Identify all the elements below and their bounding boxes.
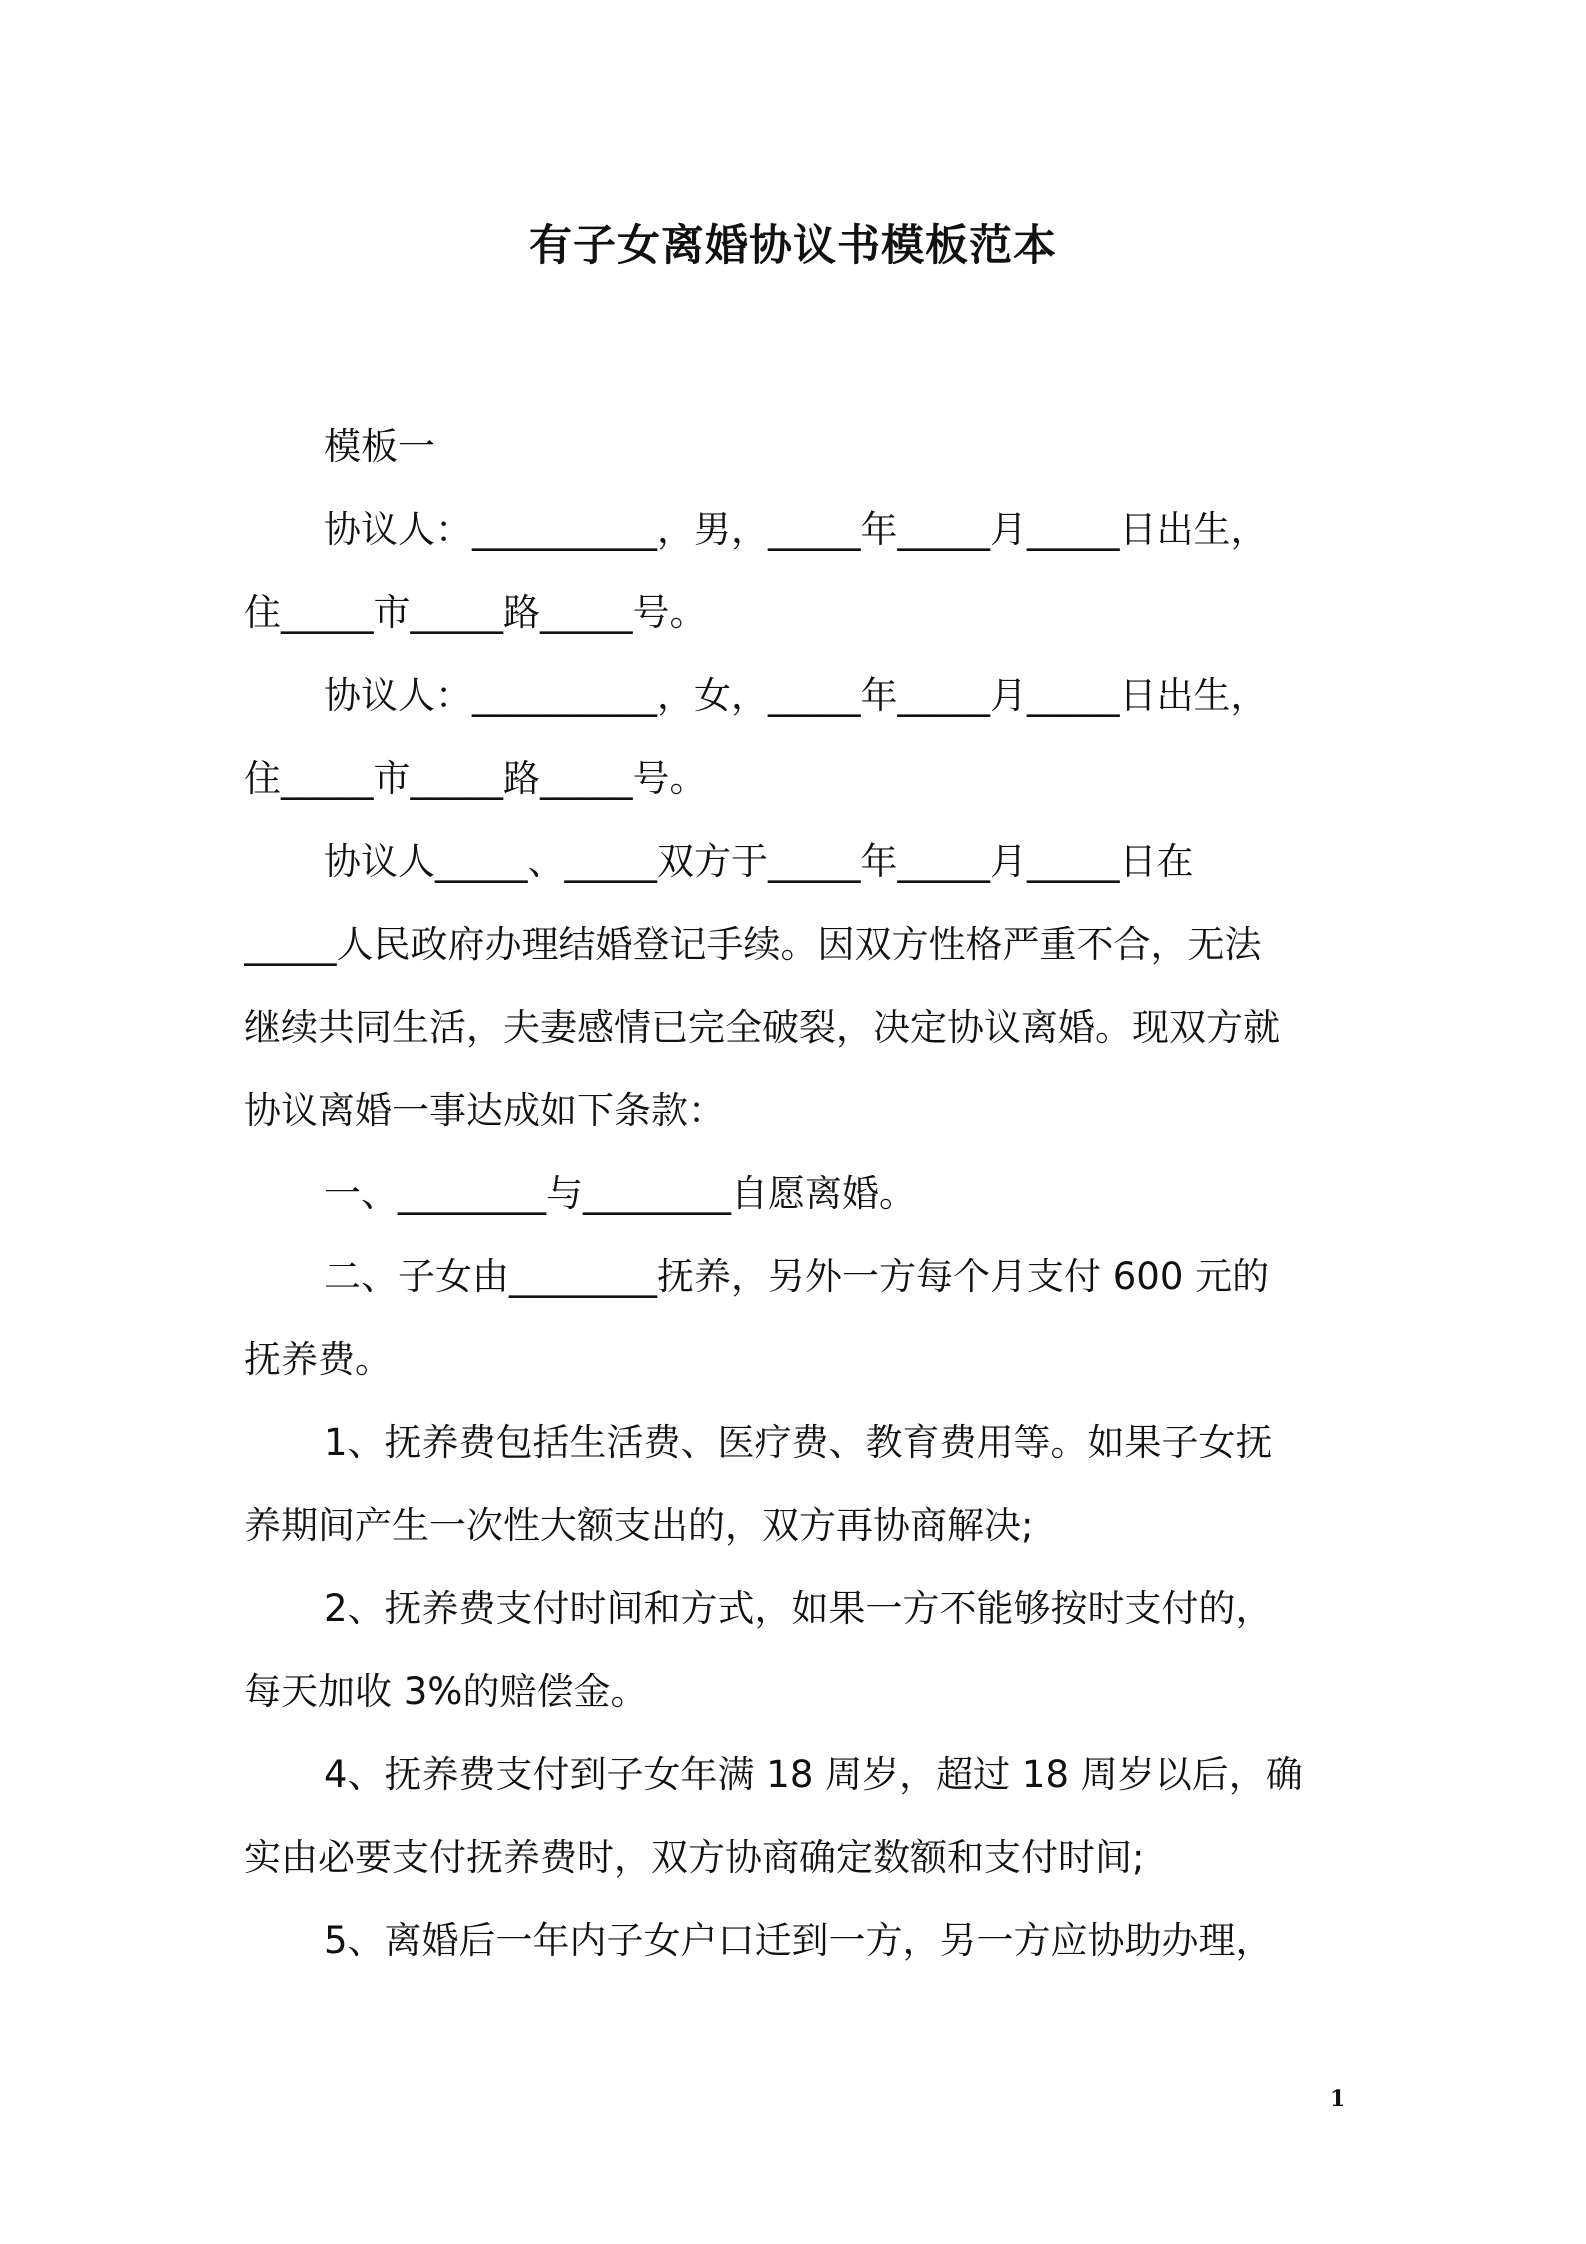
paragraph-subclause-2 — [244, 1567, 1354, 1733]
text-line: 抚养费。 — [244, 1338, 392, 1381]
paragraph-subclause-5 — [244, 1899, 1354, 1982]
text-line: 5、离婚后一年内子女户口迁到一方，另一方应协助办理， — [324, 1919, 1273, 1962]
document-body — [244, 405, 1354, 1982]
paragraph-party-male — [244, 488, 1354, 654]
text-line: _____人民政府办理结婚登记手续。因双方性格严重不合，无法 — [244, 923, 1262, 966]
text-line: 模板一 — [324, 425, 435, 468]
text-line: 住_____市_____路_____号。 — [244, 757, 707, 800]
text-line: 1、抚养费包括生活费、医疗费、教育费用等。如果子女抚 — [324, 1421, 1273, 1464]
page-number: 1 — [1330, 2086, 1346, 2112]
text-line: 二、子女由________抚养，另外一方每个月支付 600 元的 — [324, 1255, 1270, 1298]
paragraph-clause-2 — [244, 1235, 1354, 1401]
document-title: 有子女离婚协议书模板范本 — [529, 221, 1057, 271]
paragraph-marriage-background — [244, 820, 1354, 1152]
text-line: 一、________与________自愿离婚。 — [324, 1172, 916, 1215]
paragraph-subclause-1 — [244, 1401, 1354, 1567]
paragraph-subclause-4 — [244, 1733, 1354, 1899]
text-line: 协议人：__________，男，_____年_____月_____日出生， — [324, 508, 1268, 551]
text-line: 2、抚养费支付时间和方式，如果一方不能够按时支付的， — [324, 1587, 1273, 1630]
text-line: 协议离婚一事达成如下条款： — [244, 1089, 725, 1132]
paragraph-template-label — [244, 405, 1354, 488]
paragraph-clause-1 — [244, 1152, 1354, 1235]
text-line: 每天加收 3%的赔偿金。 — [244, 1670, 648, 1713]
text-line: 养期间产生一次性大额支出的，双方再协商解决; — [244, 1504, 1034, 1547]
text-line: 实由必要支付抚养费时，双方协商确定数额和支付时间; — [244, 1836, 1145, 1879]
text-line: 4、抚养费支付到子女年满 18 周岁，超过 18 周岁以后，确 — [324, 1753, 1303, 1796]
text-line: 协议人_____、_____双方于_____年_____月_____日在 — [324, 840, 1194, 883]
text-line: 继续共同生活，夫妻感情已完全破裂，决定协议离婚。现双方就 — [244, 1006, 1280, 1049]
text-line: 住_____市_____路_____号。 — [244, 591, 707, 634]
paragraph-party-female — [244, 654, 1354, 820]
text-line: 协议人：__________，女，_____年_____月_____日出生， — [324, 674, 1268, 717]
